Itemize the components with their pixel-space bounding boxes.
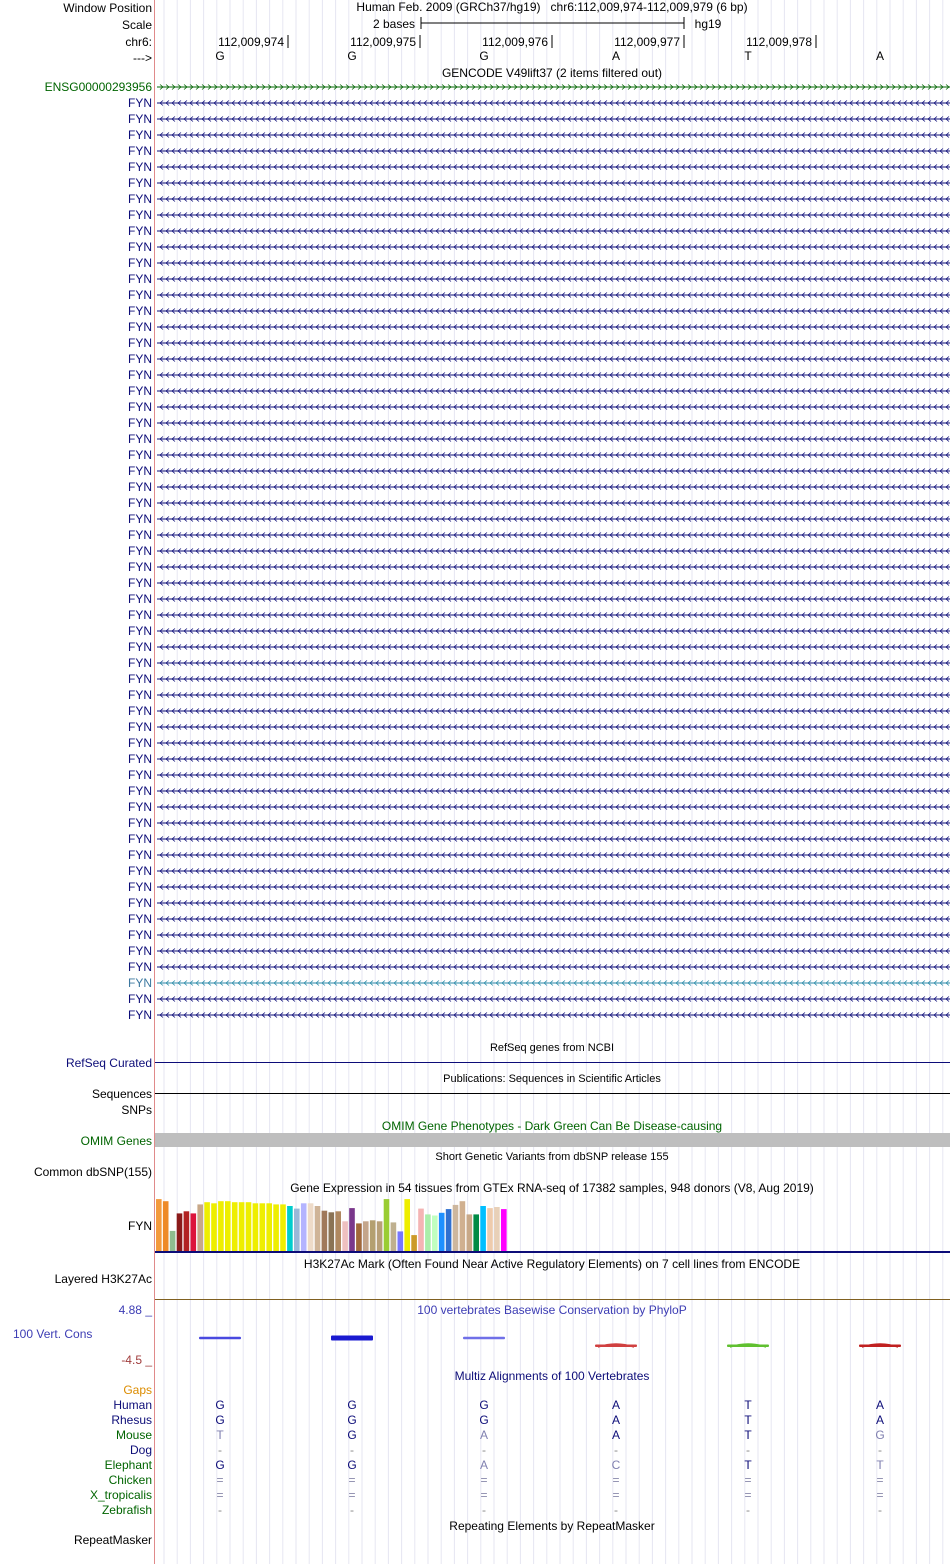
alignment-base: A <box>479 1458 489 1472</box>
fyn-transcript-label[interactable]: FYN <box>128 208 152 222</box>
cons-min-label: -4.5 _ <box>121 1353 152 1367</box>
fyn-transcript-label[interactable]: FYN <box>128 592 152 606</box>
dbsnp-label[interactable]: Common dbSNP(155) <box>33 1165 152 1179</box>
fyn-transcript-label[interactable]: FYN <box>128 800 152 814</box>
reference-base: A <box>611 49 621 63</box>
fyn-transcript-label[interactable]: FYN <box>128 224 152 238</box>
alignment-base: A <box>875 1398 885 1412</box>
fyn-transcript-label[interactable]: FYN <box>128 896 152 910</box>
pubs-track-title: Publications: Sequences in Scientific Articles <box>443 1073 661 1085</box>
fyn-transcript-label[interactable]: FYN <box>128 928 152 942</box>
fyn-transcript-label[interactable]: FYN <box>128 608 152 622</box>
alignment-base: - <box>218 1503 222 1517</box>
fyn-transcript-label[interactable]: FYN <box>128 384 152 398</box>
alignment-base: G <box>479 1413 489 1427</box>
multiz-track-title: Multiz Alignments of 100 Vertebrates <box>454 1369 650 1383</box>
fyn-transcript-label[interactable]: FYN <box>128 416 152 430</box>
cons-label[interactable]: 100 Vert. Cons <box>13 1327 93 1341</box>
alignment-base: T <box>744 1413 752 1427</box>
alignment-base: G <box>347 1398 357 1412</box>
fyn-transcript-label[interactable]: FYN <box>128 992 152 1006</box>
alignment-base: T <box>744 1458 752 1472</box>
fyn-transcript-label[interactable]: FYN <box>128 704 152 718</box>
chrom-label: chr6: <box>125 35 152 49</box>
h3k27ac-label[interactable]: Layered H3K27Ac <box>54 1272 152 1286</box>
refseq-label[interactable]: RefSeq Curated <box>65 1056 152 1070</box>
alignment-base: T <box>876 1458 884 1472</box>
alignment-base: G <box>875 1428 885 1442</box>
alignment-base: = <box>480 1488 488 1502</box>
refseq-track-title: RefSeq genes from NCBI <box>489 1042 615 1054</box>
species-label[interactable]: Zebrafish <box>101 1503 152 1517</box>
fyn-transcript-label[interactable]: FYN <box>128 880 152 894</box>
fyn-transcript-label[interactable]: FYN <box>128 480 152 494</box>
fyn-transcript-label[interactable]: FYN <box>128 736 152 750</box>
alignment-base: = <box>744 1473 752 1487</box>
fyn-transcript-label[interactable]: FYN <box>128 320 152 334</box>
fyn-transcript-label[interactable]: FYN <box>128 352 152 366</box>
fyn-transcript-label[interactable]: FYN <box>128 144 152 158</box>
fyn-transcript-label[interactable]: FYN <box>128 256 152 270</box>
scale-db: hg19 <box>694 17 722 31</box>
reference-base: T <box>744 49 752 63</box>
gtex-track-title: Gene Expression in 54 tissues from GTEx RNA-seq of 17382 samples, 948 donors (V8, Aug 2019) <box>290 1181 814 1195</box>
fyn-transcript-label[interactable]: FYN <box>128 656 152 670</box>
alignment-base: G <box>215 1413 225 1427</box>
fyn-transcript-label[interactable]: FYN <box>128 720 152 734</box>
sequences-label[interactable]: Sequences <box>91 1087 152 1101</box>
alignment-base: A <box>611 1413 621 1427</box>
alignment-base: A <box>479 1428 489 1442</box>
fyn-transcript-label[interactable]: FYN <box>128 848 152 862</box>
alignment-base: T <box>216 1428 224 1442</box>
alignment-base: G <box>479 1398 489 1412</box>
alignment-base: - <box>482 1443 486 1457</box>
reference-base: G <box>347 49 357 63</box>
fyn-transcript-label[interactable]: FYN <box>128 432 152 446</box>
fyn-transcript-label[interactable]: FYN <box>128 304 152 318</box>
alignment-base: T <box>744 1428 752 1442</box>
fyn-transcript-label[interactable]: FYN <box>128 464 152 478</box>
fyn-transcript-label[interactable]: FYN <box>128 640 152 654</box>
fyn-transcript-label[interactable]: FYN <box>128 864 152 878</box>
fyn-transcript-label[interactable]: FYN <box>128 192 152 206</box>
phylop-base-glyph <box>463 1337 505 1340</box>
position-range: chr6:112,009,974-112,009,979 (6 bp) <box>550 0 748 14</box>
alignment-base: - <box>614 1503 618 1517</box>
reference-base: G <box>215 49 225 63</box>
fyn-transcript-label[interactable]: FYN <box>128 512 152 526</box>
ruler-tick-label: 112,009,975 <box>350 35 416 49</box>
alignment-base: G <box>347 1428 357 1442</box>
fyn-transcript-label[interactable]: FYN <box>128 768 152 782</box>
fyn-transcript-label[interactable]: FYN <box>128 544 152 558</box>
alignment-base: G <box>215 1398 225 1412</box>
alignment-base: = <box>876 1473 884 1487</box>
fyn-transcript-label[interactable]: FYN <box>128 832 152 846</box>
reference-base: G <box>479 49 489 63</box>
snps-label[interactable]: SNPs <box>121 1103 152 1117</box>
alignment-base: - <box>746 1443 750 1457</box>
alignment-base: = <box>348 1488 356 1502</box>
fyn-transcript-label[interactable]: FYN <box>128 976 152 990</box>
fyn-transcript-label[interactable]: FYN <box>128 528 152 542</box>
alignment-base: - <box>218 1443 222 1457</box>
phylop-base-glyph <box>331 1336 373 1341</box>
omim-track-title: OMIM Gene Phenotypes - Dark Green Can Be Disease-causing <box>381 1119 723 1133</box>
gtex-label[interactable]: FYN <box>128 1219 152 1233</box>
omim-label[interactable]: OMIM Genes <box>80 1134 152 1148</box>
alignment-base: - <box>746 1503 750 1517</box>
alignment-base: = <box>216 1473 224 1487</box>
strand-label: ---> <box>133 51 152 65</box>
fyn-transcript-label[interactable]: FYN <box>128 496 152 510</box>
fyn-transcript-label[interactable]: FYN <box>128 128 152 142</box>
cons-track-title: 100 vertebrates Basewise Conservation by PhyloP <box>417 1303 687 1317</box>
alignment-base: = <box>612 1488 620 1502</box>
fyn-transcript-label[interactable]: FYN <box>128 560 152 574</box>
rmsk-track-title: Repeating Elements by RepeatMasker <box>449 1519 655 1533</box>
alignment-base: = <box>216 1488 224 1502</box>
fyn-transcript-label[interactable]: FYN <box>128 912 152 926</box>
alignment-base: - <box>614 1443 618 1457</box>
gencode-track-title[interactable]: GENCODE V49lift37 (2 items filtered out) <box>441 66 663 80</box>
fyn-transcript-label[interactable]: FYN <box>128 944 152 958</box>
fyn-transcript-label[interactable]: FYN <box>128 240 152 254</box>
ruler-tick-label: 112,009,976 <box>482 35 548 49</box>
alignment-base: A <box>611 1398 621 1412</box>
alignment-base: = <box>876 1488 884 1502</box>
fyn-transcript-label[interactable]: FYN <box>128 112 152 126</box>
alignment-base: = <box>744 1488 752 1502</box>
alignment-base: = <box>348 1473 356 1487</box>
alignment-base: = <box>480 1473 488 1487</box>
alignment-base: C <box>611 1458 621 1472</box>
scale-label: Scale <box>121 18 152 32</box>
alignment-base: A <box>611 1428 621 1442</box>
alignment-base: - <box>878 1443 882 1457</box>
fyn-transcript-label[interactable]: FYN <box>128 272 152 286</box>
species-label[interactable]: Elephant <box>104 1458 152 1472</box>
alignment-base: - <box>350 1443 354 1457</box>
species-label[interactable]: Chicken <box>108 1473 152 1487</box>
phylop-base-glyph <box>199 1337 241 1340</box>
fyn-transcript-label[interactable]: FYN <box>128 784 152 798</box>
scale-text: 2 bases <box>372 17 416 31</box>
fyn-transcript-label[interactable]: FYN <box>128 672 152 686</box>
fyn-transcript-label[interactable]: FYN <box>128 624 152 638</box>
alignment-base: A <box>875 1413 885 1427</box>
reference-base: A <box>875 49 885 63</box>
alignment-base: T <box>744 1398 752 1412</box>
alignment-base: - <box>350 1503 354 1517</box>
rmsk-label[interactable]: RepeatMasker <box>73 1533 152 1547</box>
alignment-base: G <box>215 1458 225 1472</box>
gene-label-ensg[interactable]: ENSG00000293956 <box>44 80 152 94</box>
species-label[interactable]: Rhesus <box>111 1413 152 1427</box>
species-label[interactable]: X_tropicalis <box>89 1488 152 1502</box>
fyn-transcript-label[interactable]: FYN <box>128 336 152 350</box>
fyn-transcript-label[interactable]: FYN <box>128 576 152 590</box>
fyn-transcript-label[interactable]: FYN <box>128 288 152 302</box>
species-label[interactable]: Human <box>113 1398 152 1412</box>
alignment-base: - <box>482 1503 486 1517</box>
fyn-transcript-label[interactable]: FYN <box>128 368 152 382</box>
gaps-label[interactable]: Gaps <box>123 1383 152 1397</box>
h3k27ac-track-title: H3K27Ac Mark (Often Found Near Active Regulatory Elements) on 7 cell lines from ENCODE <box>303 1257 801 1271</box>
fyn-transcript-label[interactable]: FYN <box>128 960 152 974</box>
species-label[interactable]: Mouse <box>115 1428 152 1442</box>
window-position-label: Window Position <box>63 1 152 15</box>
alignment-base: G <box>347 1413 357 1427</box>
cons-max-label: 4.88 _ <box>118 1303 152 1317</box>
fyn-transcript-label[interactable]: FYN <box>128 752 152 766</box>
fyn-transcript-label[interactable]: FYN <box>128 1008 152 1022</box>
dbsnp-track-title: Short Genetic Variants from dbSNP release 155 <box>435 1151 669 1163</box>
fyn-transcript-label[interactable]: FYN <box>128 160 152 174</box>
ruler-tick-label: 112,009,977 <box>614 35 680 49</box>
species-label[interactable]: Dog <box>129 1443 152 1457</box>
ruler-tick-label: 112,009,978 <box>746 35 812 49</box>
fyn-transcript-label[interactable]: FYN <box>128 96 152 110</box>
fyn-transcript-label[interactable]: FYN <box>128 176 152 190</box>
assembly-name: Human Feb. 2009 (GRCh37/hg19) <box>356 0 541 14</box>
ruler-tick-label: 112,009,974 <box>218 35 284 49</box>
fyn-transcript-label[interactable]: FYN <box>128 448 152 462</box>
alignment-base: G <box>347 1458 357 1472</box>
fyn-transcript-label[interactable]: FYN <box>128 816 152 830</box>
alignment-base: = <box>612 1473 620 1487</box>
fyn-transcript-label[interactable]: FYN <box>128 688 152 702</box>
fyn-transcript-label[interactable]: FYN <box>128 400 152 414</box>
alignment-base: - <box>878 1503 882 1517</box>
